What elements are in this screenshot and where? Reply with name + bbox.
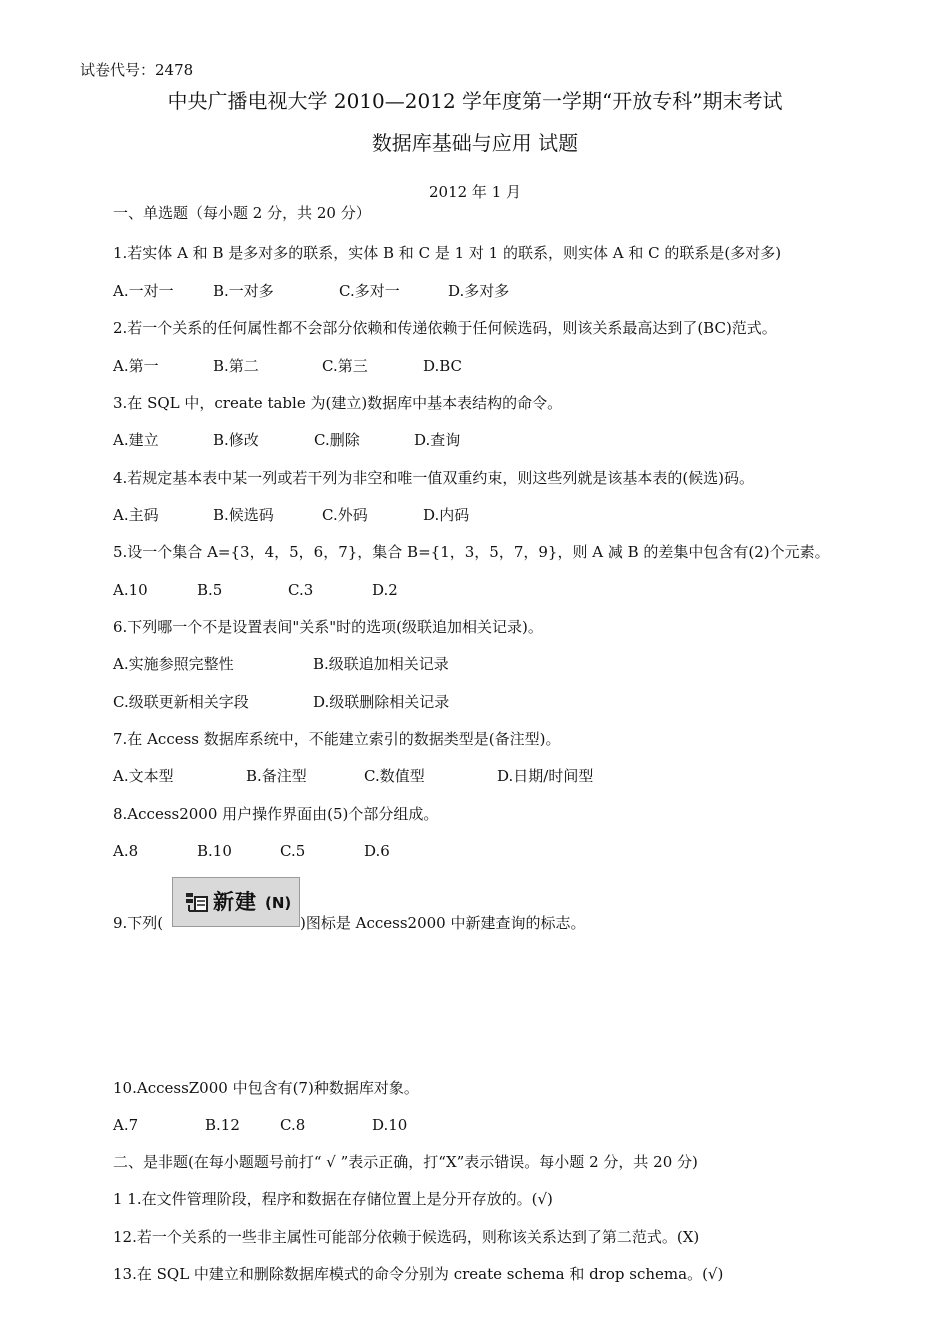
option-4d: D.内码 xyxy=(423,506,470,524)
option-5a: A.10 xyxy=(113,581,148,599)
option-10a: A.7 xyxy=(113,1116,139,1134)
new-query-button-label: 新建 xyxy=(213,890,257,914)
option-3c: C.删除 xyxy=(314,431,360,449)
option-2b: B.第二 xyxy=(213,357,259,375)
option-10d: D.10 xyxy=(372,1116,408,1134)
option-1b: B.一对多 xyxy=(213,282,274,300)
option-1d: D.多对多 xyxy=(448,282,510,300)
option-7c: C.数值型 xyxy=(364,767,425,785)
question-2: 2.若一个关系的任何属性都不会部分依赖和传递依赖于任何候选码，则该关系最高达到了(BC)范式。 xyxy=(113,319,777,337)
question-7: 7.在 Access 数据库系统中，不能建立索引的数据类型是(备注型)。 xyxy=(113,730,561,748)
new-query-icon xyxy=(185,891,209,913)
question-10: 10.AccessZ000 中包含有(7)种数据库对象。 xyxy=(113,1079,419,1097)
option-4c: C.外码 xyxy=(322,506,368,524)
question-3: 3.在 SQL 中，create table 为(建立)数据库中基本表结构的命令。 xyxy=(113,394,563,412)
option-3d: D.查询 xyxy=(414,431,461,449)
question-5: 5.设一个集合 A={3，4，5，6，7}，集合 B={1，3，5，7，9}，则 A 减 B 的差集中包含有(2)个元素。 xyxy=(113,543,830,561)
option-8a: A.8 xyxy=(113,842,139,860)
exam-code: 试卷代号：2478 xyxy=(80,61,194,79)
option-3b: B.修改 xyxy=(213,431,259,449)
question-12: 12.若一个关系的一些非主属性可能部分依赖于候选码，则称该关系达到了第二范式。(X) xyxy=(113,1228,700,1246)
section-heading-true-false: 二、是非题(在每小题题号前打“ √ ”表示正确，打“X”表示错误。每小题 2 分，共 20 分) xyxy=(113,1153,698,1171)
question-4: 4.若规定基本表中某一列或若干列为非空和唯一值双重约束，则这些列就是该基本表的(候选)码。 xyxy=(113,469,755,487)
question-8: 8.Access2000 用户操作界面由(5)个部分组成。 xyxy=(113,805,439,823)
question-6: 6.下列哪一个不是设置表间"关系"时的选项(级联追加相关记录)。 xyxy=(113,618,543,636)
option-6d: D.级联删除相关记录 xyxy=(313,693,450,711)
question-9-prefix: 9.下列( xyxy=(113,914,164,932)
option-3a: A.建立 xyxy=(113,431,159,449)
option-10b: B.12 xyxy=(205,1116,240,1134)
option-4a: A.主码 xyxy=(113,506,159,524)
option-10c: C.8 xyxy=(280,1116,306,1134)
option-1a: A.一对一 xyxy=(113,282,174,300)
option-7b: B.备注型 xyxy=(246,767,307,785)
option-8d: D.6 xyxy=(364,842,390,860)
option-7a: A.文本型 xyxy=(113,767,174,785)
question-1: 1.若实体 A 和 B 是多对多的联系，实体 B 和 C 是 1 对 1 的联系，则实体 A 和 C 的联系是(多对多) xyxy=(113,244,782,262)
new-query-button-shortcut: (N) xyxy=(265,894,292,912)
question-13: 13.在 SQL 中建立和删除数据库模式的命令分别为 create schema 和 drop schema。(√) xyxy=(113,1265,724,1283)
option-5d: D.2 xyxy=(372,581,398,599)
section-heading-single-choice: 一、单选题（每小题 2 分，共 20 分） xyxy=(113,204,371,222)
question-11: 1 1.在文件管理阶段，程序和数据在存储位置上是分开存放的。(√) xyxy=(113,1190,553,1208)
option-6b: B.级联追加相关记录 xyxy=(313,655,449,673)
option-1c: C.多对一 xyxy=(339,282,400,300)
option-8b: B.10 xyxy=(197,842,232,860)
option-6a: A.实施参照完整性 xyxy=(113,655,234,673)
exam-date: 2012 年 1 月 xyxy=(428,183,522,201)
option-7d: D.日期/时间型 xyxy=(497,767,594,785)
option-2d: D.BC xyxy=(423,357,463,375)
option-5b: B.5 xyxy=(197,581,223,599)
new-query-button[interactable] xyxy=(172,877,300,927)
option-8c: C.5 xyxy=(280,842,306,860)
option-2c: C.第三 xyxy=(322,357,368,375)
option-4b: B.候选码 xyxy=(213,506,274,524)
option-5c: C.3 xyxy=(288,581,314,599)
exam-subject-title: 数据库基础与应用 试题 xyxy=(371,131,579,155)
question-9-suffix: )图标是 Access2000 中新建查询的标志。 xyxy=(300,914,586,932)
option-6c: C.级联更新相关字段 xyxy=(113,693,249,711)
option-2a: A.第一 xyxy=(113,357,159,375)
exam-title: 中央广播电视大学 2010—2012 学年度第一学期“开放专科”期末考试 xyxy=(167,89,783,113)
